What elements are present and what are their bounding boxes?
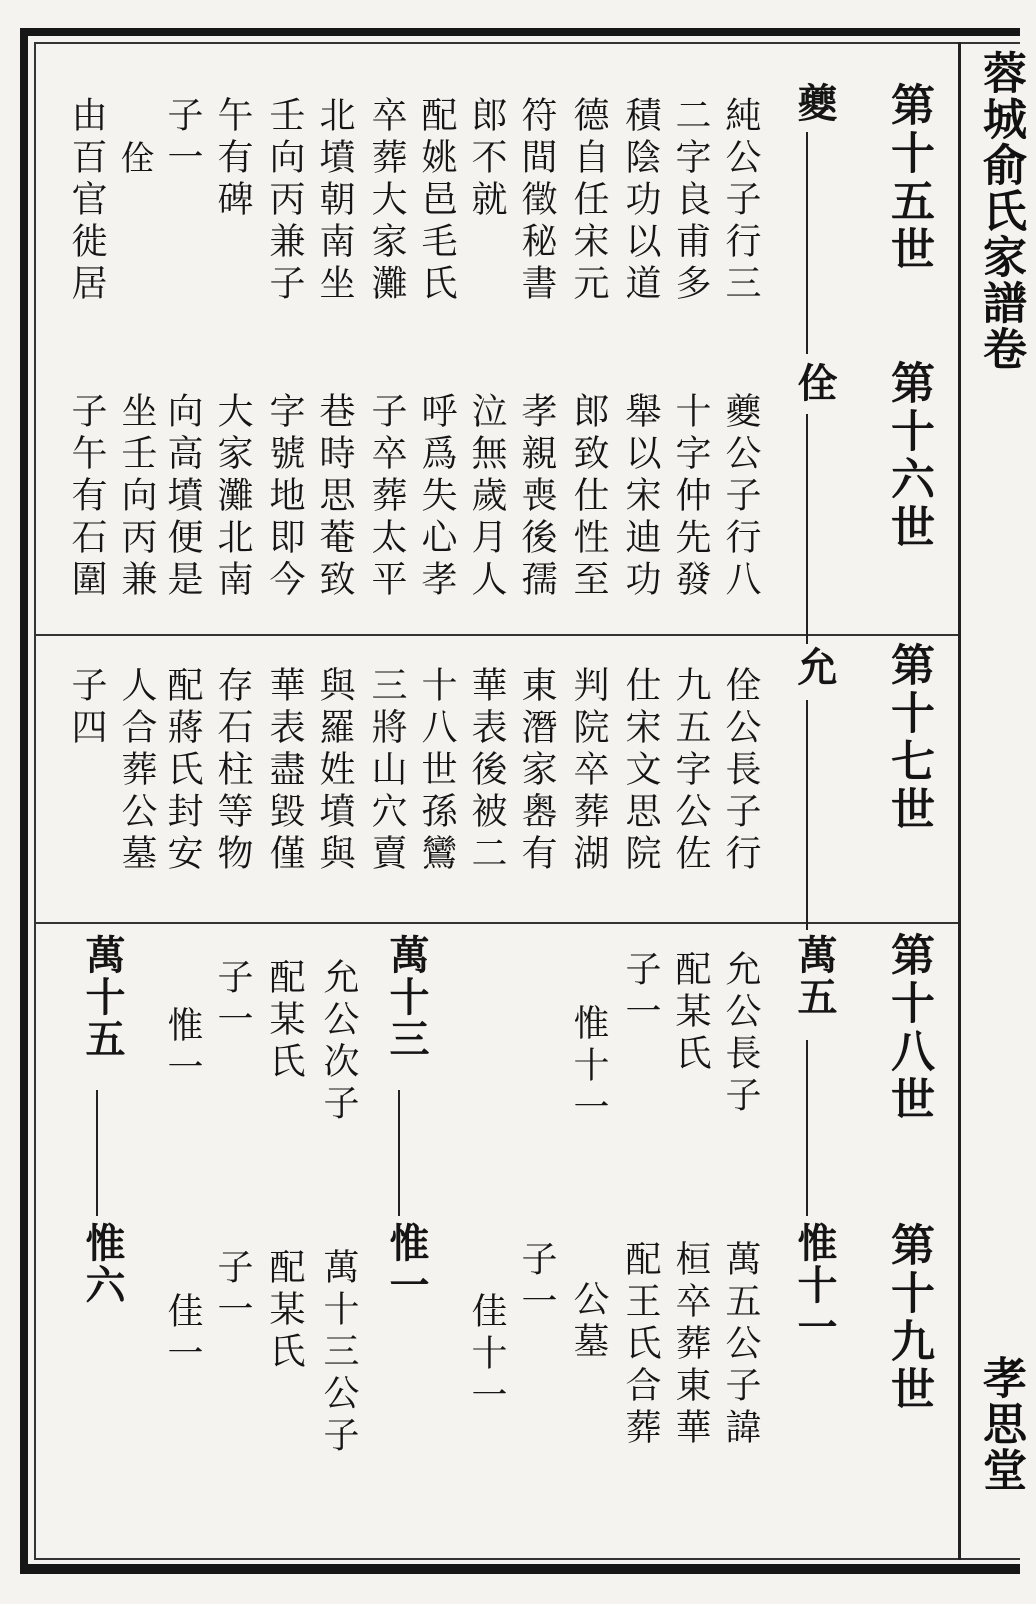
lineage-line-2 [806, 414, 808, 644]
lineage-line-4 [806, 1040, 808, 1216]
book-title: 蓉城俞氏家譜卷 [975, 50, 1026, 372]
section-divider-2 [34, 922, 958, 924]
lineage-line-5 [398, 1090, 400, 1216]
wan5-note-3: 子一 [620, 950, 661, 1034]
person-wan13: 萬十三 [383, 934, 430, 1060]
person-wan15: 萬十五 [79, 934, 126, 1060]
wan13-note-4: 惟一 [162, 1006, 203, 1090]
wan5-note-4: 惟十一 [568, 1004, 609, 1130]
person-wan5: 萬五 [791, 934, 838, 1018]
generation-18: 第十八世 [883, 932, 934, 1124]
wei1-note-1: 萬十三公子 [318, 1248, 359, 1458]
person-wei6: 惟六 [79, 1222, 126, 1306]
wei11-note-4: 配王氏合葬 [620, 1240, 661, 1450]
wan13-note-1: 允公次子 [318, 958, 359, 1126]
wei11-note-6: 佳十一 [466, 1292, 507, 1418]
section-divider-1 [34, 634, 958, 636]
lineage-line-1 [806, 132, 808, 354]
hall-name: 孝思堂 [975, 1355, 1026, 1493]
wan5-note-1: 允公長子 [720, 950, 761, 1118]
generation-17: 第十七世 [883, 642, 934, 834]
wan13-note-3: 子一 [212, 958, 253, 1042]
wei11-note-5: 子一 [516, 1240, 557, 1324]
lineage-line-3 [806, 700, 808, 930]
wei11-note-3: 公墓 [568, 1280, 609, 1364]
wan5-note-2: 配某氏 [670, 950, 711, 1076]
person-wei1: 惟一 [383, 1222, 430, 1306]
generation-19: 第十九世 [883, 1222, 934, 1414]
wei11-note-2: 桓卒葬東華 [670, 1240, 711, 1450]
wan13-note-2: 配某氏 [264, 958, 305, 1084]
person-yun: 允 [791, 646, 838, 688]
wei1-note-3: 子一 [212, 1248, 253, 1332]
generation-16: 第十六世 [883, 360, 934, 552]
generation-15: 第十五世 [883, 82, 934, 274]
wei11-note-1: 萬五公子諱 [720, 1240, 761, 1450]
lineage-line-6 [96, 1090, 98, 1216]
wei1-note-4: 佳一 [162, 1292, 203, 1376]
person-kui: 夔 [791, 82, 838, 124]
person-quan: 佺 [791, 362, 838, 404]
person-wei11: 惟十一 [791, 1222, 838, 1348]
wei1-note-2: 配某氏 [264, 1248, 305, 1374]
margin-border [958, 42, 961, 1560]
